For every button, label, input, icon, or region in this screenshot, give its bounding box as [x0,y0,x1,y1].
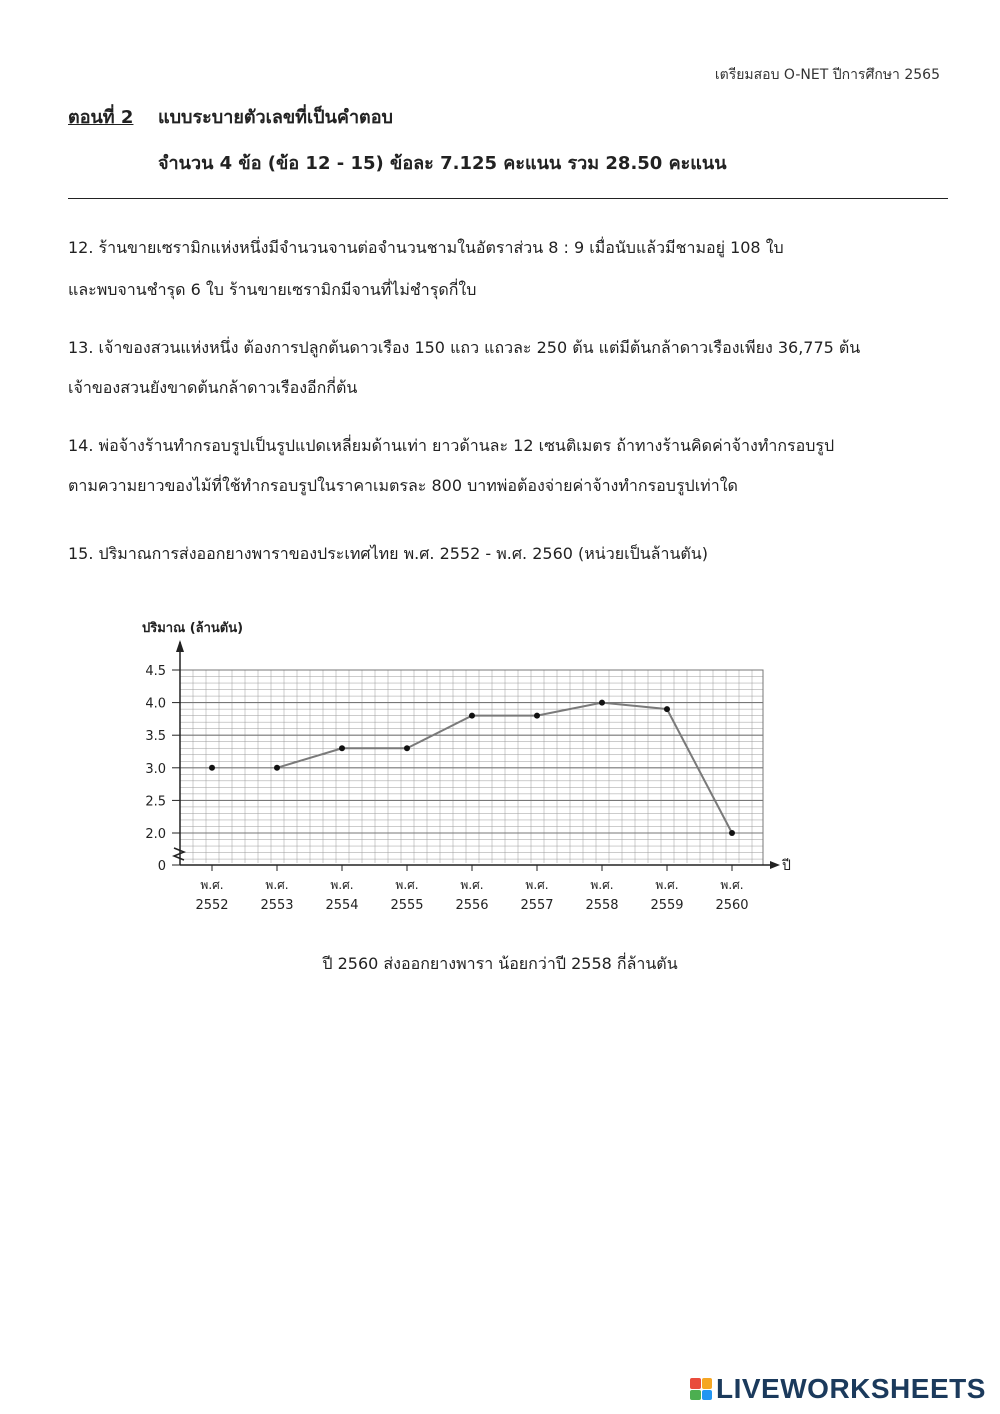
x-tick-label: 2557 [520,898,554,913]
data-point-2556 [469,713,475,719]
data-point-2559 [664,706,670,712]
question-12-line-2: และพบจานชำรุด 6 ใบ ร้านขายเซรามิกมีจานที่ไม่ชำรุดกี่ใบ [68,280,477,299]
y-tick-label: 3.0 [145,761,166,777]
x-tick-label: 2553 [260,898,294,913]
section-label: ตอนที่ 2 [68,107,134,128]
question-14-line-1: 14. พ่อจ้างร้านทำกรอบรูปเป็นรูปแปดเหลี่ยมด้านเท่า ยาวด้านละ 12 เซนติเมตร ถ้าทางร้านคิดค่าจ้างทำกรอบรูป [68,436,835,455]
x-tick-prefix: พ.ศ. [655,878,679,892]
logo-text: LIVEWORKSHEETS [716,1373,986,1404]
logo-mark-icon [690,1378,712,1400]
data-point-2555 [404,745,410,751]
x-tick-label: 2555 [390,898,424,913]
data-point-2554 [339,745,345,751]
data-point-2560 [729,830,735,836]
question-13-line-1: 13. เจ้าของสวนแห่งหนึ่ง ต้องการปลูกต้นดาวเรือง 150 แถว แถวละ 250 ต้น แต่มีต้นกล้าดาวเรืองเพียง 36,775 ต้น [68,338,861,357]
x-axis-label: ปี [782,858,791,874]
chart-svg [130,600,812,925]
x-tick-prefix: พ.ศ. [590,878,614,892]
x-tick-label: 2558 [585,898,619,913]
y-axis-label: ปริมาณ (ล้านตัน) [142,621,244,636]
liveworksheets-logo [690,1372,986,1406]
y-tick-label: 0 [157,859,166,874]
y-axis-break [174,848,184,860]
y-tick-label: 3.5 [145,729,166,745]
data-point-2553 [274,765,280,771]
data-point-2558 [599,700,605,706]
y-axis-arrow [176,640,184,652]
chart-axes [174,640,780,869]
question-14-line-2: ตามความยาวของไม้ที่ใช้ทำกรอบรูปในราคาเมตรละ 800 บาทพ่อต้องจ่ายค่าจ้างทำกรอบรูปเท่าใด [68,476,738,495]
x-tick-label: 2556 [455,898,489,913]
x-tick-prefix: พ.ศ. [720,878,744,892]
data-point-2552 [209,765,215,771]
question-15-line-1: 15. ปริมาณการส่งออกยางพาราของประเทศไทย พ.ศ. 2552 - พ.ศ. 2560 (หน่วยเป็นล้านตัน) [68,544,708,563]
x-tick-prefix: พ.ศ. [200,878,224,892]
x-axis-arrow [770,861,780,869]
x-tick-prefix: พ.ศ. [525,878,549,892]
x-tick-label: 2554 [325,898,359,913]
divider [68,198,948,199]
y-tick-label: 4.0 [145,696,166,712]
x-tick-label: 2560 [715,898,749,913]
x-tick-prefix: พ.ศ. [265,878,289,892]
y-tick-label: 2.0 [145,827,166,842]
x-tick-label: 2552 [195,898,229,913]
x-tick-labels [195,865,748,913]
section-subtitle: จำนวน 4 ข้อ (ข้อ 12 - 15) ข้อละ 7.125 คะแนน รวม 28.50 คะแนน [158,153,727,174]
y-tick-label: 4.5 [145,664,166,679]
x-tick-prefix: พ.ศ. [460,878,484,892]
export-chart [130,600,812,925]
x-tick-prefix: พ.ศ. [330,878,354,892]
data-point-2557 [534,713,540,719]
header-note: เตรียมสอบ O-NET ปีการศึกษา 2565 [714,67,940,83]
question-12-line-1: 12. ร้านขายเซรามิกแห่งหนึ่งมีจำนวนจานต่อจำนวนชามในอัตราส่วน 8 : 9 เมื่อนับแล้วมีชามอยู่ 108 ใบ [68,238,784,257]
x-tick-label: 2559 [650,898,684,913]
y-tick-label: 2.5 [145,794,166,810]
y-tick-labels [145,664,180,874]
section-title: แบบระบายตัวเลขที่เป็นคำตอบ [158,107,393,128]
question-15-caption: ปี 2560 ส่งออกยางพารา น้อยกว่าปี 2558 กี่ล้านตัน [322,954,678,973]
question-13-line-2: เจ้าของสวนยังขาดต้นกล้าดาวเรืองอีกกี่ต้น [68,378,358,397]
chart-grid [180,670,763,865]
x-tick-prefix: พ.ศ. [395,878,419,892]
